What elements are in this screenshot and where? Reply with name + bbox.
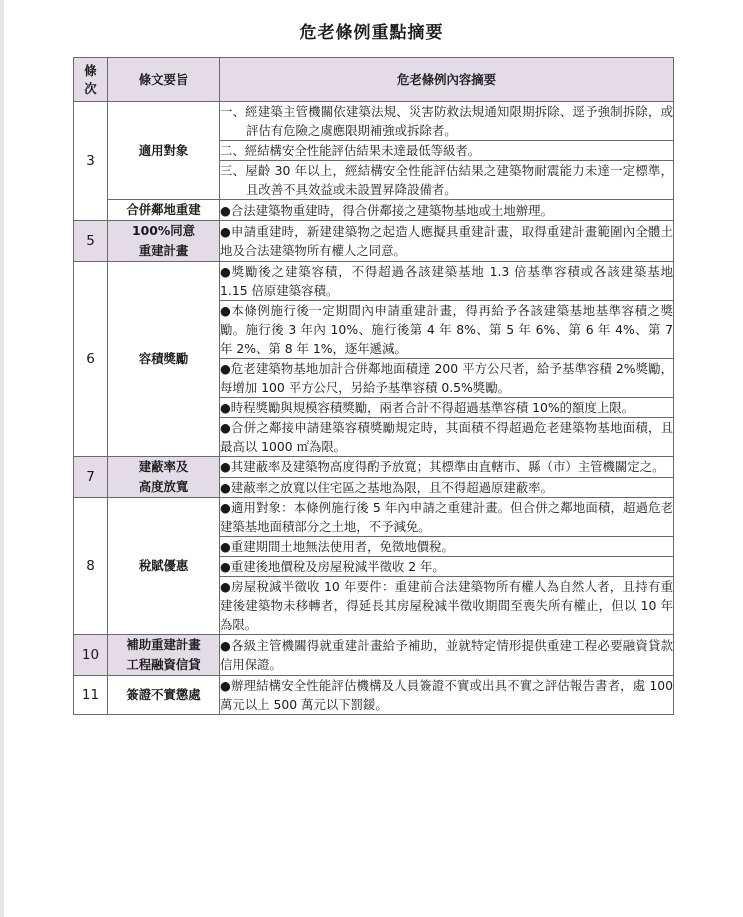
summary-item bbox=[220, 161, 674, 200]
summary-item bbox=[220, 418, 674, 457]
article-subject: 100%同意 重建計畫 bbox=[108, 221, 220, 262]
article-number: 3 bbox=[74, 102, 108, 221]
article-number: 6 bbox=[74, 262, 108, 457]
summary-item bbox=[220, 262, 674, 301]
article-number: 10 bbox=[74, 635, 108, 676]
article-number: 7 bbox=[74, 457, 108, 498]
table-row bbox=[74, 676, 674, 715]
summary-item bbox=[220, 498, 674, 537]
summary-item-text: ●時程獎勵與規模容積獎勵，兩者合計不得超過基準容積 10%的額度上限。 bbox=[220, 400, 635, 415]
page-left-edge bbox=[0, 0, 4, 917]
summary-item-text: ●適用對象：本條例施行後 5 年內申請之重建計畫。但合併之鄰地面積，超過危老建築基地面積部分之土地，不予減免。 bbox=[220, 500, 673, 534]
table-row bbox=[74, 498, 674, 537]
summary-item bbox=[220, 577, 674, 635]
summary-item-text: 一、經建築主管機關依建築法規、災害防救法規通知限期拆除、逕予強制拆除，或評估有危險之虞應限期補強或拆除者。 bbox=[220, 104, 673, 138]
summary-item bbox=[220, 141, 674, 161]
document-title: 危老條例重點摘要 bbox=[299, 23, 444, 43]
summary-item-text: ●辦理結構安全性能評估機構及人員簽證不實或出具不實之評估報告書者，處 100 萬元以上 500 萬元以下罰鍰。 bbox=[220, 678, 673, 712]
summary-item bbox=[220, 359, 674, 398]
summary-item bbox=[220, 457, 674, 478]
summary-item-text: ●申請重建時，新建建築物之起造人應擬具重建計畫，取得重建計畫範圍內全體土地及合法建築物所有權人之同意。 bbox=[220, 224, 673, 258]
summary-table bbox=[73, 57, 674, 715]
summary-item-text: ●重建期間土地無法使用者，免徵地價稅。 bbox=[220, 539, 454, 554]
summary-item-text: ●各級主管機關得就重建計畫給予補助，並就特定情形提供重建工程必要融資貸款信用保證。 bbox=[220, 638, 673, 672]
header-summary: 危老條例內容摘要 bbox=[220, 58, 674, 102]
summary-item-text: ●建蔽率之放寬以住宅區之基地為限，且不得超過原建蔽率。 bbox=[220, 479, 553, 495]
table-row bbox=[74, 102, 674, 141]
table-row bbox=[74, 221, 674, 262]
summary-item-text: ●獎勵後之建築容積，不得超過各該建築基地 1.3 倍基準容積或各該建築基地 1.15 倍原建築容積。 bbox=[220, 264, 673, 298]
table-row bbox=[74, 457, 674, 478]
summary-item bbox=[220, 557, 674, 577]
summary-item-text: ●合併之鄰接申請建築容積獎勵規定時，其面積不得超過危老建築物基地面積，且最高以 1000 ㎡為限。 bbox=[220, 420, 673, 454]
summary-item bbox=[220, 221, 674, 262]
summary-item bbox=[220, 102, 674, 141]
article-number: 8 bbox=[74, 498, 108, 635]
summary-item bbox=[220, 301, 674, 359]
summary-item-text: ●其建蔽率及建築物高度得酌予放寬；其標準由直轄市、縣（市）主管機關定之。 bbox=[220, 459, 665, 475]
table-header-row bbox=[74, 58, 674, 102]
header-article: 條次 bbox=[74, 58, 108, 102]
summary-item bbox=[220, 635, 674, 676]
article-subject: 容積獎勵 bbox=[108, 262, 220, 457]
article-subject: 簽證不實懲處 bbox=[108, 676, 220, 715]
summary-item-text: ●危老建築物基地加計合併鄰地面積達 200 平方公尺者，給予基準容積 2%獎勵，每增加 100 平方公尺，另給予基準容積 0.5%獎勵。 bbox=[220, 361, 673, 395]
summary-item-text: ●合法建築物重建時，得合併鄰接之建築物基地或土地辦理。 bbox=[220, 202, 553, 218]
table-row bbox=[74, 635, 674, 676]
table-row bbox=[74, 262, 674, 301]
article-number: 5 bbox=[74, 221, 108, 262]
summary-item bbox=[220, 398, 674, 418]
summary-item-text: ●重建後地價稅及房屋稅減半徵收 2 年。 bbox=[220, 559, 445, 574]
header-subject: 條文要旨 bbox=[108, 58, 220, 102]
summary-item bbox=[220, 477, 674, 498]
summary-item-text: ●本條例施行後一定期間內申請重建計畫，得再給予各該建築基地基準容積之獎勵。施行後 3 年內 10%、施行後第 4 年 8%、第 5 年 6%、第 6 年 4%、第 7 年 2%、第 8 年 1%，逐年遞減。 bbox=[220, 303, 673, 356]
table-body bbox=[74, 102, 674, 715]
summary-item-text: 二、經結構安全性能評估結果未達最低等級者。 bbox=[220, 143, 481, 158]
summary-item bbox=[220, 537, 674, 557]
article-number: 11 bbox=[74, 676, 108, 715]
summary-item bbox=[220, 200, 674, 221]
article-subject: 稅賦優惠 bbox=[108, 498, 220, 635]
summary-item bbox=[220, 676, 674, 715]
article-subject: 適用對象 bbox=[108, 102, 220, 200]
article-subject: 建蔽率及 高度放寬 bbox=[108, 457, 220, 498]
article-subject: 補助重建計畫 工程融資信貸 bbox=[108, 635, 220, 676]
article-subject: 合併鄰地重建 bbox=[108, 200, 220, 221]
summary-item-text: ●房屋稅減半徵收 10 年要件：重建前合法建築物所有權人為自然人者，且持有重建後建築物未移轉者，得延長其房屋稅減半徵收期間至喪失所有權止，但以 10 年為限。 bbox=[220, 579, 673, 632]
table-row bbox=[74, 200, 674, 221]
summary-item-text: 三、屋齡 30 年以上，經結構安全性能評估結果之建築物耐震能力未達一定標準，且改善不具效益或未設置昇降設備者。 bbox=[220, 163, 673, 197]
